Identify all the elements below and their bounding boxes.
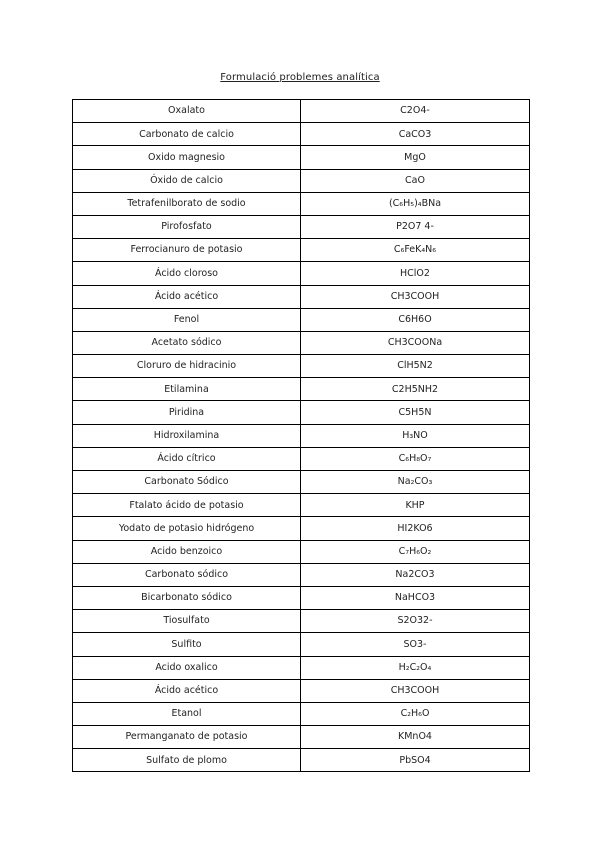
compound-name-cell: Permanganato de potasio [73,726,301,749]
chemical-formula-cell: HClO2 [301,262,530,285]
table-row [73,355,530,378]
compound-name-cell: Etanol [73,702,301,725]
table-row [73,702,530,725]
table-row [73,447,530,470]
compound-name-cell: Piridina [73,401,301,424]
compound-name-cell: Ácido acético [73,679,301,702]
compound-name-cell: Óxido de calcio [73,169,301,192]
table-row [73,146,530,169]
table-row [73,749,530,772]
table-row [73,471,530,494]
chemical-formula-cell: KMnO4 [301,726,530,749]
table-row [73,401,530,424]
table-row [73,586,530,609]
compound-name-cell: Ácido cloroso [73,262,301,285]
compound-name-cell: Acido oxalico [73,656,301,679]
compound-name-cell: Ácido acético [73,285,301,308]
compound-name-cell: Yodato de potasio hidrógeno [73,517,301,540]
chemical-formula-cell: C₇H₆O₂ [301,540,530,563]
compound-name-cell: Cloruro de hidracinio [73,355,301,378]
compound-name-cell: Sulfato de plomo [73,749,301,772]
table-row [73,679,530,702]
table-row [73,123,530,146]
compound-name-cell: Hidroxilamina [73,424,301,447]
chemical-formula-cell: S2O32- [301,610,530,633]
chemical-formula-cell: HI2KO6 [301,517,530,540]
chemical-formula-cell: SO3- [301,633,530,656]
compound-name-cell: Carbonato sódico [73,563,301,586]
chemical-formula-cell: CaO [301,169,530,192]
table-row [73,540,530,563]
table-body [73,100,530,772]
compound-name-cell: Etilamina [73,378,301,401]
chemical-formula-cell: H₃NO [301,424,530,447]
compound-name-cell: Ferrocianuro de potasio [73,239,301,262]
compound-name-cell: Tiosulfato [73,610,301,633]
chemical-formula-cell: C5H5N [301,401,530,424]
chemical-formula-cell: C2H5NH2 [301,378,530,401]
compound-name-cell: Ácido cítrico [73,447,301,470]
chemical-formula-cell: C6H6O [301,308,530,331]
compound-name-cell: Pirofosfato [73,215,301,238]
chemical-formula-cell: Na₂CO₃ [301,471,530,494]
table-row [73,285,530,308]
table-row [73,215,530,238]
chemical-formula-cell: C2O4- [301,100,530,123]
table-row [73,169,530,192]
chemical-formula-cell: MgO [301,146,530,169]
compound-name-cell: Ftalato ácido de potasio [73,494,301,517]
table-row [73,239,530,262]
chemical-formula-cell: KHP [301,494,530,517]
compound-name-cell: Tetrafenilborato de sodio [73,192,301,215]
chemical-formula-cell: C₂H₆O [301,702,530,725]
table-row [73,308,530,331]
table-row [73,656,530,679]
chemical-formula-cell: CH3COOH [301,285,530,308]
formula-table [72,99,530,772]
chemical-formula-cell: CH3COOH [301,679,530,702]
compound-name-cell: Carbonato Sódico [73,471,301,494]
chemical-formula-cell: C₆FeK₄N₆ [301,239,530,262]
chemical-formula-cell: P2O7 4- [301,215,530,238]
compound-name-cell: Sulfito [73,633,301,656]
table-row [73,262,530,285]
chemical-formula-cell: C₆H₈O₇ [301,447,530,470]
table-row [73,378,530,401]
table-row [73,610,530,633]
compound-name-cell: Fenol [73,308,301,331]
table-row [73,563,530,586]
chemical-formula-cell: H₂C₂O₄ [301,656,530,679]
chemical-formula-cell: CaCO3 [301,123,530,146]
compound-name-cell: Acido benzoico [73,540,301,563]
chemical-formula-cell: (C₆H₅)₄BNa [301,192,530,215]
chemical-formula-cell: NaHCO3 [301,586,530,609]
table-row [73,424,530,447]
compound-name-cell: Oxalato [73,100,301,123]
table-row [73,633,530,656]
table-row [73,726,530,749]
compound-name-cell: Oxido magnesio [73,146,301,169]
table-row [73,100,530,123]
table-row [73,517,530,540]
chemical-formula-cell: Na2CO3 [301,563,530,586]
table-row [73,494,530,517]
table-row [73,192,530,215]
compound-name-cell: Carbonato de calcio [73,123,301,146]
chemical-formula-cell: ClH5N2 [301,355,530,378]
chemical-formula-cell: CH3COONa [301,331,530,354]
table-row [73,331,530,354]
page-title: Formulació problemes analítica [220,72,380,83]
compound-name-cell: Bicarbonato sódico [73,586,301,609]
chemical-formula-cell: PbSO4 [301,749,530,772]
compound-name-cell: Acetato sódico [73,331,301,354]
